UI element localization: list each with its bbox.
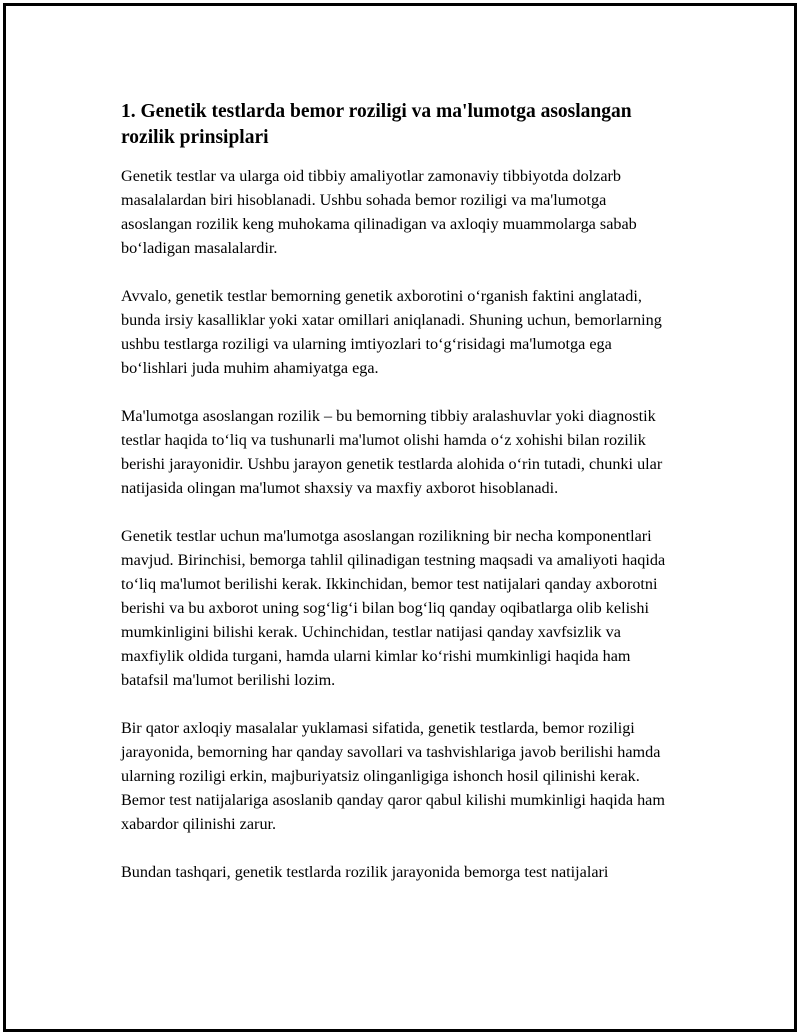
paragraph-5: Bir qator axloqiy masalalar yuklamasi sifatida, genetik testlarda, bemor roziligi jarayonida, bemorning har qanday savollari va tashvishlariga javob berilishi hamda ularning roziligi erkin, majburiyatsiz olinganligiga ishonch hosil qilinishi kerak. Bemor test natijalariga asoslanib qanday qaror qabul kilishi mumkinligi haqida ham xabardor qilinishi zarur. [121,719,665,833]
document-body [121,99,681,908]
section-heading: 1. Genetik testlarda bemor roziligi va ma'lumotga asoslangan rozilik prinsiplari [121,101,632,148]
paragraph-3: Ma'lumotga asoslangan rozilik – bu bemorning tibbiy aralashuvlar yoki diagnostik testlar haqida toʻliq va tushunarli ma'lumot olishi hamda oʻz xohishi bilan rozilik berishi jarayonidir. Ushbu jarayon genetik testlarda alohida oʻrin tutadi, chunki ular natijasida olingan ma'lumot shaxsiy va maxfiy axborot hisoblanadi. [121,407,663,497]
page-frame [3,3,797,1032]
paragraph-2: Avvalo, genetik testlar bemorning genetik axborotini oʻrganish faktini anglatadi, bunda irsiy kasalliklar yoki xatar omillari aniqlanadi. Shuning uchun, bemorlarning ushbu testlarga roziligi va ularning imtiyozlari toʻgʻrisidagi ma'lumotga ega boʻlishlari juda muhim ahamiyatga ega. [121,287,662,377]
paragraph-6: Bundan tashqari, genetik testlarda rozilik jarayonida bemorga test natijalari [121,863,609,881]
paragraph-4: Genetik testlar uchun ma'lumotga asoslangan rozilikning bir necha komponentlari mavjud. Birinchisi, bemorga tahlil qilinadigan testning maqsadi va amaliyoti haqida toʻliq ma'lumot berilishi kerak. Ikkinchidan, bemor test natijalari qanday axborotni berishi va bu axborot uning sogʻligʻi bilan bogʻliq qanday oqibatlarga olib kelishi mumkinligini bilishi kerak. Uchinchidan, testlar natijasi qanday xavfsizlik va maxfiylik oldida turgani, hamda ularni kimlar koʻrishi mumkinligi haqida ham batafsil ma'lumot berilishi lozim. [121,527,666,689]
paragraph-1: Genetik testlar va ularga oid tibbiy amaliyotlar zamonaviy tibbiyotda dolzarb masalalardan biri hisoblanadi. Ushbu sohada bemor roziligi va ma'lumotga asoslangan rozilik keng muhokama qilinadigan va axloqiy muammolarga sabab boʻladigan masalalardir. [121,167,637,257]
